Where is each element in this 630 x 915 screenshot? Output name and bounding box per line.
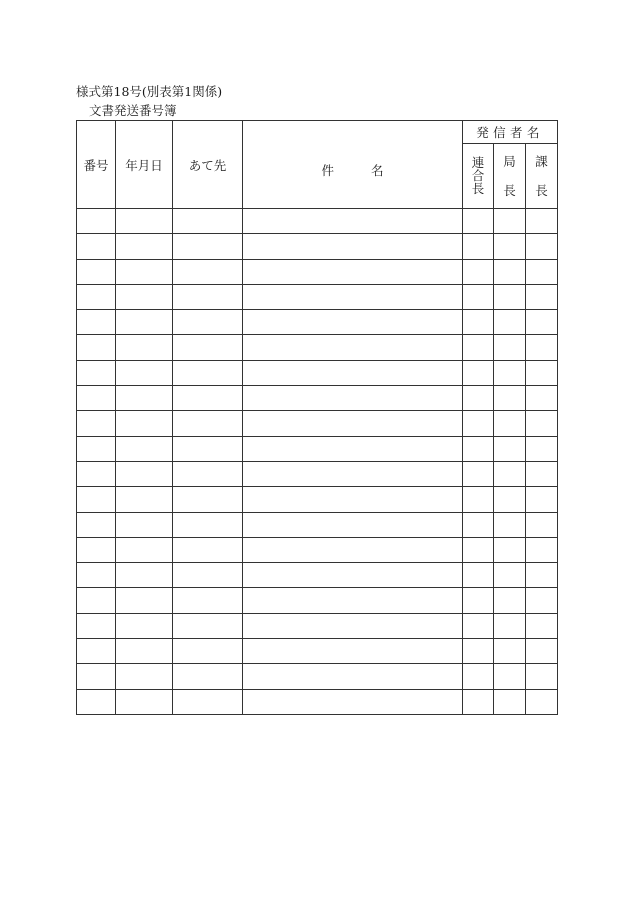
cell-recipient (173, 689, 243, 714)
table-row (77, 360, 558, 385)
cell-bureau (494, 487, 526, 512)
cell-liaison (463, 613, 494, 638)
cell-bureau (494, 512, 526, 537)
cell-bureau (494, 689, 526, 714)
header-sender-bureau-second: 長 (503, 183, 516, 198)
cell-bureau (494, 284, 526, 309)
cell-number (77, 613, 116, 638)
header-date: 年月日 (116, 121, 173, 209)
cell-liaison (463, 588, 494, 613)
table-row (77, 310, 558, 335)
header-subject (243, 121, 463, 209)
cell-section (526, 461, 558, 486)
cell-liaison (463, 461, 494, 486)
cell-section (526, 310, 558, 335)
header-sender-section-second: 長 (535, 183, 548, 198)
cell-section (526, 487, 558, 512)
dispatch-register-table (76, 120, 558, 715)
cell-section (526, 411, 558, 436)
cell-recipient (173, 335, 243, 360)
table-row (77, 411, 558, 436)
cell-recipient (173, 310, 243, 335)
cell-date (116, 588, 173, 613)
header-sender-bureau-first: 局 (503, 154, 516, 169)
cell-subject (243, 639, 463, 664)
cell-subject (243, 386, 463, 411)
header-sender-section (526, 144, 558, 209)
cell-date (116, 639, 173, 664)
cell-section (526, 563, 558, 588)
form-title: 文書発送番号簿 (89, 103, 177, 118)
cell-bureau (494, 259, 526, 284)
cell-recipient (173, 639, 243, 664)
table-row (77, 386, 558, 411)
cell-subject (243, 411, 463, 436)
cell-section (526, 234, 558, 259)
cell-liaison (463, 284, 494, 309)
cell-date (116, 436, 173, 461)
cell-number (77, 259, 116, 284)
cell-subject (243, 209, 463, 234)
cell-liaison (463, 411, 494, 436)
cell-section (526, 386, 558, 411)
cell-date (116, 461, 173, 486)
cell-subject (243, 461, 463, 486)
cell-date (116, 563, 173, 588)
cell-recipient (173, 461, 243, 486)
cell-bureau (494, 234, 526, 259)
table-row (77, 487, 558, 512)
cell-bureau (494, 209, 526, 234)
cell-section (526, 588, 558, 613)
cell-bureau (494, 436, 526, 461)
table-row (77, 234, 558, 259)
cell-bureau (494, 335, 526, 360)
table-row (77, 563, 558, 588)
cell-subject (243, 613, 463, 638)
cell-recipient (173, 284, 243, 309)
cell-date (116, 259, 173, 284)
cell-number (77, 284, 116, 309)
cell-subject (243, 487, 463, 512)
cell-recipient (173, 487, 243, 512)
header-recipient: あて先 (173, 121, 243, 209)
cell-date (116, 284, 173, 309)
cell-date (116, 386, 173, 411)
cell-liaison (463, 639, 494, 664)
cell-section (526, 512, 558, 537)
table-row (77, 209, 558, 234)
cell-recipient (173, 664, 243, 689)
cell-number (77, 512, 116, 537)
cell-section (526, 209, 558, 234)
cell-bureau (494, 563, 526, 588)
cell-number (77, 639, 116, 664)
cell-liaison (463, 360, 494, 385)
table-row (77, 259, 558, 284)
cell-subject (243, 335, 463, 360)
cell-date (116, 234, 173, 259)
table-row (77, 284, 558, 309)
cell-section (526, 284, 558, 309)
cell-liaison (463, 436, 494, 461)
cell-number (77, 310, 116, 335)
cell-section (526, 335, 558, 360)
cell-number (77, 461, 116, 486)
cell-liaison (463, 335, 494, 360)
cell-number (77, 209, 116, 234)
header-subject-second: 名 (370, 163, 384, 178)
cell-recipient (173, 234, 243, 259)
cell-subject (243, 436, 463, 461)
cell-bureau (494, 639, 526, 664)
cell-section (526, 689, 558, 714)
cell-number (77, 234, 116, 259)
table-row (77, 689, 558, 714)
cell-liaison (463, 512, 494, 537)
cell-liaison (463, 563, 494, 588)
cell-subject (243, 284, 463, 309)
cell-date (116, 487, 173, 512)
header-subject-first: 件 (321, 163, 335, 178)
cell-section (526, 664, 558, 689)
cell-recipient (173, 537, 243, 562)
cell-subject (243, 664, 463, 689)
table-row (77, 512, 558, 537)
cell-date (116, 310, 173, 335)
table-row (77, 537, 558, 562)
cell-liaison (463, 259, 494, 284)
table-row (77, 335, 558, 360)
cell-bureau (494, 537, 526, 562)
cell-bureau (494, 664, 526, 689)
table-row (77, 588, 558, 613)
cell-recipient (173, 386, 243, 411)
cell-bureau (494, 588, 526, 613)
header-sender-bureau (494, 144, 526, 209)
cell-recipient (173, 360, 243, 385)
cell-subject (243, 310, 463, 335)
cell-number (77, 335, 116, 360)
table-row (77, 613, 558, 638)
cell-recipient (173, 259, 243, 284)
cell-number (77, 386, 116, 411)
cell-subject (243, 537, 463, 562)
cell-liaison (463, 689, 494, 714)
cell-recipient (173, 613, 243, 638)
cell-number (77, 664, 116, 689)
cell-subject (243, 512, 463, 537)
header-sender-liaison-label: 連合長 (471, 155, 485, 196)
cell-subject (243, 259, 463, 284)
cell-liaison (463, 386, 494, 411)
cell-liaison (463, 664, 494, 689)
cell-section (526, 639, 558, 664)
cell-section (526, 259, 558, 284)
cell-liaison (463, 487, 494, 512)
cell-date (116, 512, 173, 537)
cell-number (77, 360, 116, 385)
cell-section (526, 537, 558, 562)
cell-subject (243, 563, 463, 588)
header-number: 番号 (77, 121, 116, 209)
cell-number (77, 487, 116, 512)
cell-date (116, 360, 173, 385)
cell-section (526, 436, 558, 461)
cell-liaison (463, 209, 494, 234)
cell-bureau (494, 386, 526, 411)
table-row (77, 436, 558, 461)
cell-recipient (173, 512, 243, 537)
cell-date (116, 537, 173, 562)
cell-number (77, 563, 116, 588)
header-sender-liaison (463, 144, 494, 209)
cell-subject (243, 234, 463, 259)
cell-bureau (494, 411, 526, 436)
table-row (77, 664, 558, 689)
cell-date (116, 613, 173, 638)
cell-number (77, 588, 116, 613)
cell-recipient (173, 436, 243, 461)
cell-number (77, 436, 116, 461)
cell-section (526, 613, 558, 638)
header-sender-group: 発信者名 (463, 121, 558, 144)
cell-date (116, 335, 173, 360)
cell-number (77, 411, 116, 436)
cell-liaison (463, 310, 494, 335)
cell-subject (243, 689, 463, 714)
cell-recipient (173, 588, 243, 613)
register-body (77, 209, 558, 715)
header-sender-section-first: 課 (535, 154, 548, 169)
cell-date (116, 209, 173, 234)
cell-recipient (173, 411, 243, 436)
cell-liaison (463, 537, 494, 562)
cell-liaison (463, 234, 494, 259)
cell-subject (243, 588, 463, 613)
form-number: 様式第18号(別表第1関係) (76, 84, 223, 99)
cell-bureau (494, 613, 526, 638)
cell-date (116, 664, 173, 689)
cell-bureau (494, 461, 526, 486)
cell-number (77, 537, 116, 562)
cell-date (116, 689, 173, 714)
cell-number (77, 689, 116, 714)
table-row (77, 639, 558, 664)
cell-bureau (494, 310, 526, 335)
cell-subject (243, 360, 463, 385)
table-row (77, 461, 558, 486)
cell-recipient (173, 563, 243, 588)
cell-section (526, 360, 558, 385)
cell-date (116, 411, 173, 436)
cell-recipient (173, 209, 243, 234)
cell-bureau (494, 360, 526, 385)
